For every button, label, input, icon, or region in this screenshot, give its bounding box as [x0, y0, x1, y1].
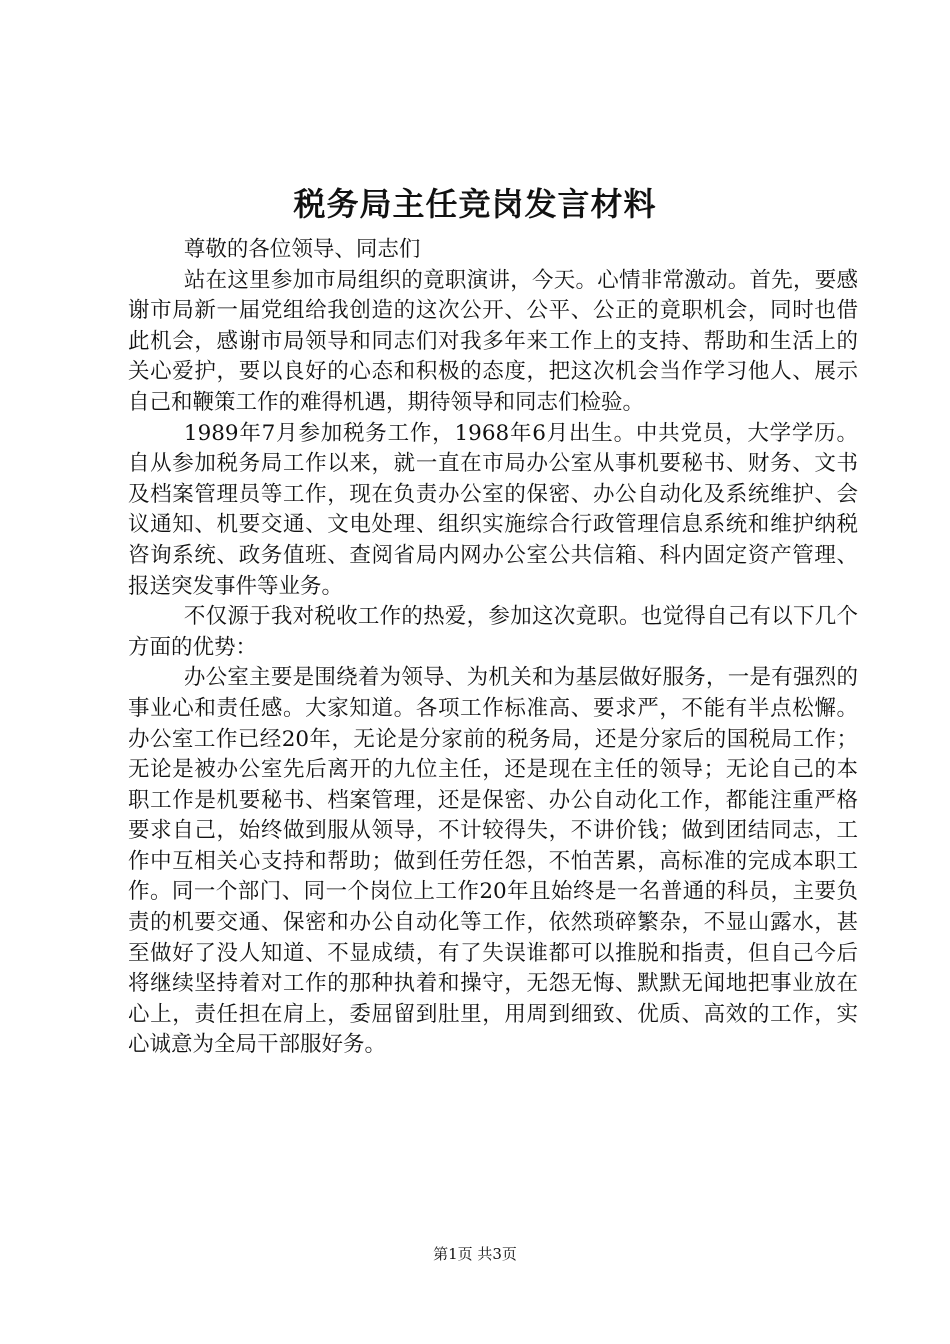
body-paragraph: 不仅源于我对税收工作的热爱，参加这次竟职。也觉得自己有以下几个方面的优势： — [128, 604, 858, 660]
page-footer: 第1页 共3页 — [433, 1245, 517, 1263]
body-paragraph: 办公室主要是围绕着为领导、为机关和为基层做好服务，一是有强烈的事业心和责任感。大家知道。各项工作标准高、要求严，不能有半点松懈。办公室工作已经20年，无论是分家前的税务局，还是分家后的国税局工作；无论是被办公室先后离开的九位主任，还是现在主任的领导；无论自己的本职工作是机要秘书、档案管理，还是保密、办公自动化工作，都能注重严格要求自己，始终做到服从领导，不计较得失，不讲价钱；做到团结同志，工作中互相关心支持和帮助；做到任劳任怨，不怕苦累，高标准的完成本职工作。同一个部门、同一个岗位上工作20年且始终是一名普通的科员，主要负责的机要交通、保密和办公自动化等工作，依然琐碎繁杂，不显山露水，甚至做好了没人知道、不显成绩，有了失误谁都可以推脱和指责，但自己今后将继续坚持着对工作的那种执着和操守，无怨无悔、默默无闻地把事业放在心上，责任担在肩上，委屈留到肚里，用周到细致、优质、高效的工作，实心诚意为全局干部服好务。 — [128, 665, 858, 1058]
document-body — [128, 235, 858, 1061]
body-paragraph: 1989年7月参加税务工作，1968年6月出生。中共党员，大学学历。自从参加税务局工作以来，就一直在市局办公室从事机要秘书、财务、文书及档案管理员等工作，现在负责办公室的保密、办公自动化及系统维护、会议通知、机要交通、文电处理、组织实施综合行政管理信息系统和维护纳税咨询系统、政务值班、查阅省局内网办公室公共信箱、科内固定资产管理、报送突发事件等业务。 — [128, 420, 858, 599]
document-title: 税务局主任竞岗发言材料 — [293, 185, 657, 223]
salutation-paragraph: 尊敬的各位领导、同志们 — [183, 237, 421, 262]
body-paragraph: 站在这里参加市局组织的竟职演讲，今天。心情非常激动。首先，要感谢市局新一届党组给我创造的这次公开、公平、公正的竟职机会，同时也借此机会，感谢市局领导和同志们对我多年来工作上的支持、帮助和生活上的关心爱护，要以良好的心态和积极的态度，把这次机会当作学习他人、展示自己和鞭策工作的难得机遇，期待领导和同志们检验。 — [128, 267, 858, 415]
